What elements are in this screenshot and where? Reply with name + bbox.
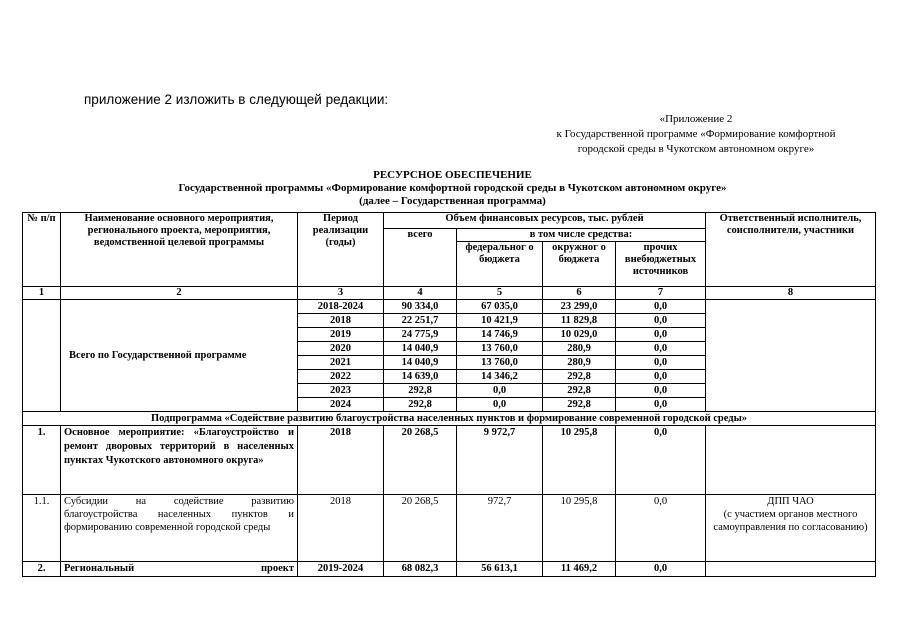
other-cell: 0,0 (616, 342, 706, 356)
total-cell: 24 775,9 (384, 328, 457, 342)
period-cell: 2018-2024 (298, 300, 384, 314)
table-row (23, 562, 876, 577)
period-cell: 2020 (298, 342, 384, 356)
federal-cell: 10 421,9 (457, 314, 543, 328)
document-title (0, 169, 905, 208)
col-number: 1 (23, 287, 61, 300)
col-number: 7 (616, 287, 706, 300)
column-numbers-row (23, 287, 876, 300)
other-cell: 0,0 (616, 426, 706, 495)
period-cell: 2018 (298, 426, 384, 495)
row-name: Региональный проект (61, 562, 298, 577)
federal-cell: 9 972,7 (457, 426, 543, 495)
row-name: Основное мероприятие: «Благоустройство и ремонт дворовых территорий в населенных пунктах Чукотского автономного округа» (61, 426, 298, 495)
header-responsible: Ответственный исполнитель, соисполнители, участники (706, 213, 876, 287)
district-cell: 280,9 (543, 342, 616, 356)
col-number: 8 (706, 287, 876, 300)
row-name: Субсидии на содействие развитию благоустройства населенных пунктов и формированию современной городской среды (61, 495, 298, 562)
period-cell: 2021 (298, 356, 384, 370)
other-cell: 0,0 (616, 370, 706, 384)
table-row (23, 300, 876, 314)
table-row (23, 426, 876, 495)
period-cell: 2024 (298, 398, 384, 412)
district-cell: 292,8 (543, 384, 616, 398)
period-cell: 2022 (298, 370, 384, 384)
federal-cell: 13 760,0 (457, 342, 543, 356)
table-row (23, 495, 876, 562)
total-cell: 68 082,3 (384, 562, 457, 577)
period-cell: 2018 (298, 314, 384, 328)
total-cell: 292,8 (384, 384, 457, 398)
total-cell: 90 334,0 (384, 300, 457, 314)
other-cell: 0,0 (616, 300, 706, 314)
total-cell: 292,8 (384, 398, 457, 412)
other-cell: 0,0 (616, 328, 706, 342)
header-name: Наименование основного мероприятия, регионального проекта, мероприятия, ведомственной целевой программы (61, 213, 298, 287)
other-cell: 0,0 (616, 562, 706, 577)
col-number: 5 (457, 287, 543, 300)
federal-cell: 67 035,0 (457, 300, 543, 314)
subprogram-title: Подпрограмма «Содействие развитию благоустройства населенных пунктов и формирование современной городской среды» (23, 412, 876, 426)
total-cell: 20 268,5 (384, 426, 457, 495)
header-total: всего (384, 229, 457, 287)
row-num: 1. (23, 426, 61, 495)
period-cell: 2019-2024 (298, 562, 384, 577)
total-resp-cell (706, 300, 876, 412)
district-cell: 23 299,0 (543, 300, 616, 314)
district-cell: 292,8 (543, 370, 616, 384)
district-cell: 292,8 (543, 398, 616, 412)
federal-cell: 56 613,1 (457, 562, 543, 577)
other-cell: 0,0 (616, 495, 706, 562)
period-cell: 2019 (298, 328, 384, 342)
col-number: 4 (384, 287, 457, 300)
title-line-3: (далее – Государственная программа) (359, 195, 546, 207)
total-label: Всего по Государственной программе (61, 300, 298, 412)
federal-cell: 972,7 (457, 495, 543, 562)
other-cell: 0,0 (616, 384, 706, 398)
header-period: Период реализации (годы) (298, 213, 384, 287)
header-district: окружног о бюджета (543, 242, 616, 287)
subprogram-row (23, 412, 876, 426)
period-cell: 2018 (298, 495, 384, 562)
total-cell: 20 268,5 (384, 495, 457, 562)
col-number: 3 (298, 287, 384, 300)
appendix-note (520, 112, 872, 157)
other-cell: 0,0 (616, 314, 706, 328)
header-num: № п/п (23, 213, 61, 287)
resp-cell (706, 495, 876, 562)
federal-cell: 13 760,0 (457, 356, 543, 370)
district-cell: 11 829,8 (543, 314, 616, 328)
federal-cell: 14 346,2 (457, 370, 543, 384)
header-incl: в том числе средства: (457, 229, 706, 242)
resp-main: ДПП ЧАО (767, 496, 814, 507)
header-federal: федеральног о бюджета (457, 242, 543, 287)
header-other: прочих внебюджетных источников (616, 242, 706, 287)
title-line-2: Государственной программы «Формирование комфортной городской среды в Чукотском автономном округе» (178, 182, 727, 194)
total-cell: 22 251,7 (384, 314, 457, 328)
row-num: 1.1. (23, 495, 61, 562)
total-cell: 14 040,9 (384, 342, 457, 356)
header-volume: Объем финансовых ресурсов, тыс. рублей (384, 213, 706, 229)
resource-table (22, 212, 876, 577)
federal-cell: 14 746,9 (457, 328, 543, 342)
total-cell: 14 639,0 (384, 370, 457, 384)
intro-text: приложение 2 изложить в следующей редакции: (84, 92, 389, 107)
resp-note: (с участием органов местного самоуправления по согласованию) (713, 509, 868, 533)
district-cell: 10 295,8 (543, 495, 616, 562)
appendix-line-2: к Государственной программе «Формирование комфортной (556, 128, 836, 140)
period-cell: 2023 (298, 384, 384, 398)
other-cell: 0,0 (616, 398, 706, 412)
total-num-cell (23, 300, 61, 412)
appendix-line-1: «Приложение 2 (659, 113, 733, 125)
district-cell: 10 029,0 (543, 328, 616, 342)
title-line-1: РЕСУРСНОЕ ОБЕСПЕЧЕНИЕ (373, 169, 532, 181)
total-cell: 14 040,9 (384, 356, 457, 370)
resp-cell (706, 426, 876, 495)
other-cell: 0,0 (616, 356, 706, 370)
resp-cell (706, 562, 876, 577)
federal-cell: 0,0 (457, 398, 543, 412)
row-num: 2. (23, 562, 61, 577)
district-cell: 280,9 (543, 356, 616, 370)
district-cell: 10 295,8 (543, 426, 616, 495)
col-number: 6 (543, 287, 616, 300)
appendix-line-3: городской среды в Чукотском автономном округе» (577, 143, 815, 155)
col-number: 2 (61, 287, 298, 300)
district-cell: 11 469,2 (543, 562, 616, 577)
federal-cell: 0,0 (457, 384, 543, 398)
